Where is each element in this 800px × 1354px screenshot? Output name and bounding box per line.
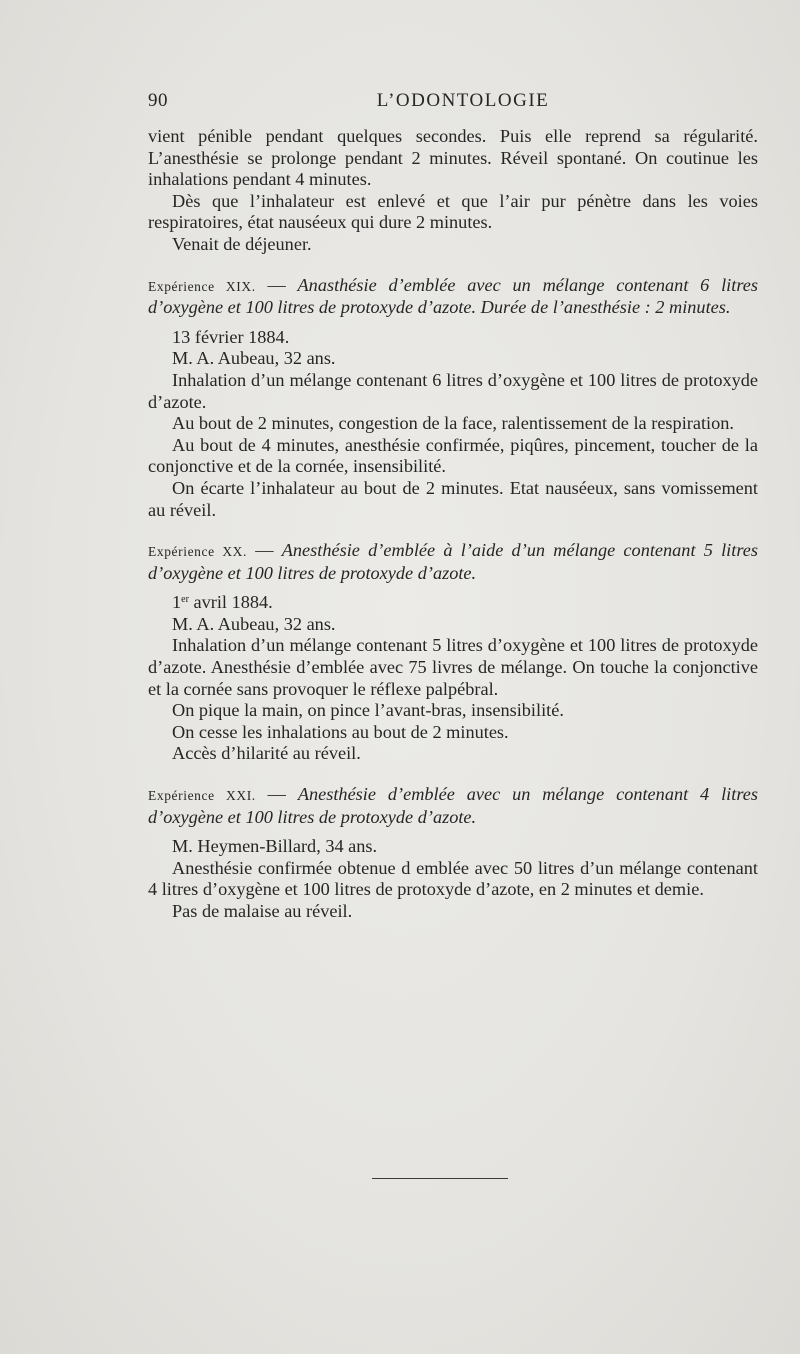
- experiment-subject: M. A. Aubeau, 32 ans.: [172, 613, 336, 634]
- experiment-title: Anasthésie d’emblée avec un mélange contenant 6 litres d’oxygène et 100 litres de protoxyde d’azote. Durée de l’anesthésie : 2 minutes.: [148, 274, 758, 318]
- paragraph: Dès que l’inhalateur est enlevé et que l’air pur pénètre dans les voies respiratoires, état nauséeux qui dure 2 minutes.: [148, 190, 758, 233]
- paragraph: Accès d’hilarité au réveil.: [172, 743, 361, 764]
- paragraph: Au bout de 4 minutes, anesthésie confirmée, piqûres, pincement, toucher de la conjonctive et de la cornée, insensibilité.: [148, 434, 758, 477]
- heading-dash: —: [247, 540, 282, 561]
- experiment-date: [148, 592, 758, 614]
- experiment-heading: [148, 540, 758, 584]
- experiment-label: Expérience XX.: [148, 544, 248, 560]
- experiment-heading: [148, 275, 758, 319]
- page-header: [148, 90, 758, 116]
- date-ordinal: er: [181, 594, 189, 606]
- heading-dash: —: [255, 784, 298, 805]
- paragraph: On écarte l’inhalateur au bout de 2 minutes. Etat nauséeux, sans vomissement au réveil.: [148, 477, 758, 520]
- experiment-subject: M. A. Aubeau, 32 ans.: [172, 348, 336, 369]
- heading-dash: —: [255, 274, 298, 295]
- page-number: 90: [148, 90, 168, 111]
- paragraph: Au bout de 2 minutes, congestion de la face, ralentissement de la respiration.: [172, 413, 734, 434]
- paragraph: Pas de malaise au réveil.: [172, 901, 353, 921]
- paragraph: vient pénible pendant quelques secondes. Puis elle reprend sa régularité. L’anesthésie se prolonge pendant 2 minutes. Réveil spontané. On coutinue les inhalations pendant 4 minutes.: [148, 126, 758, 190]
- experiment-title: Anesthésie d’emblée avec un mélange contenant 4 litres d’oxygène et 100 litres de protoxyde d’azote.: [148, 784, 758, 827]
- paragraph: Inhalation d’un mélange contenant 6 litres d’oxygène et 100 litres de protoxyde d’azote.: [148, 369, 758, 412]
- section-rule: [372, 1178, 508, 1179]
- experiment-heading: [148, 784, 758, 828]
- paragraph: Venait de déjeuner.: [172, 233, 312, 254]
- running-title: L’ODONTOLOGIE: [376, 90, 550, 111]
- experiment-date: 13 février 1884.: [172, 326, 290, 347]
- date-rest: avril 1884.: [188, 592, 273, 613]
- experiment-label: Expérience XXI.: [148, 788, 256, 804]
- paragraph: Inhalation d’un mélange contenant 5 litres d’oxygène et 100 litres de protoxyde d’azote. Anesthésie d’emblée avec 75 livres de mélange. On touche la conjonctive et la cornée sans provoquer le réflexe palpébral.: [148, 635, 758, 699]
- paragraph: Anesthésie confirmée obtenue d emblée avec 50 litres d’un mélange contenant 4 litres d’oxygène et 100 litres de protoxyde d’azote, en 2 minutes et demie.: [148, 857, 758, 900]
- experiment-label: Expérience XIX.: [148, 278, 256, 294]
- paragraph: On pique la main, on pince l’avant-bras, insensibilité.: [172, 700, 564, 721]
- page-body: [148, 126, 758, 923]
- date-day: 1: [172, 592, 182, 613]
- paragraph: On cesse les inhalations au bout de 2 minutes.: [172, 721, 509, 742]
- experiment-title: Anesthésie d’emblée à l’aide d’un mélange contenant 5 litres d’oxygène et 100 litres de protoxyde d’azote.: [148, 540, 759, 583]
- experiment-subject: M. Heymen-Billard, 34 ans.: [172, 836, 378, 857]
